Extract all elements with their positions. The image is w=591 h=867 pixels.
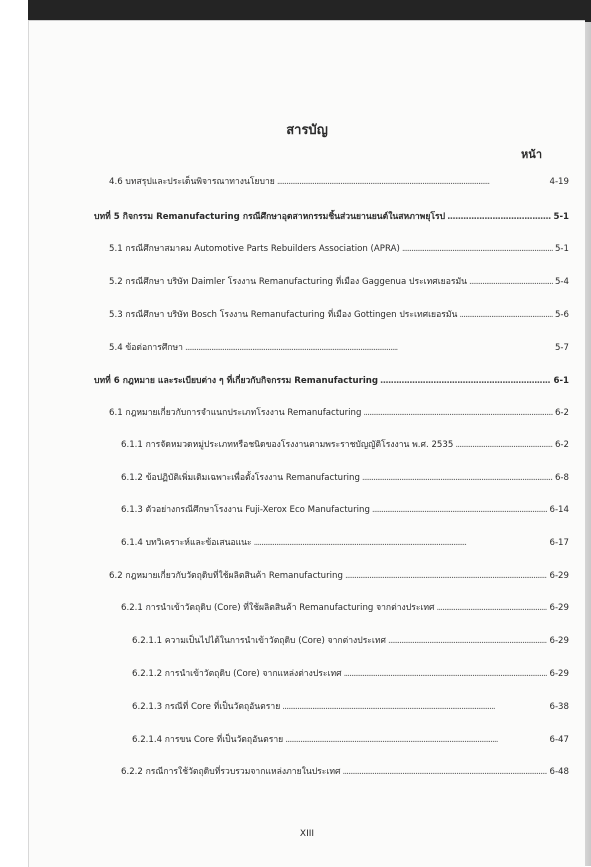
dot-leader bbox=[380, 376, 551, 386]
toc-entry-title: 6.2.1.1 ความเป็นไปได้ในการนำเข้าวัตถุดิบ (Core) จากต่างประเทศ bbox=[132, 636, 386, 646]
toc-entry bbox=[29, 340, 585, 354]
dot-leader bbox=[344, 669, 548, 679]
toc-entry-title: 5.3 กรณีศึกษา บริษัท Bosch โรงงาน Remanufacturing ที่เมือง Gottingen ประเทศเยอรมัน bbox=[109, 310, 458, 320]
toc-entry bbox=[29, 699, 585, 713]
toc-entry-page: 6-29 bbox=[549, 571, 569, 581]
toc-entry bbox=[29, 732, 585, 746]
toc-page bbox=[28, 20, 585, 867]
dot-leader bbox=[447, 212, 551, 222]
toc-entry bbox=[29, 241, 585, 255]
dot-leader bbox=[342, 767, 547, 777]
toc-entry-title: 5.2 กรณีศึกษา บริษัท Daimler โรงงาน Remanufacturing ที่เมือง Gaggenua ประเทศเยอรมัน bbox=[109, 277, 468, 287]
toc-entry-page: 5-1 bbox=[553, 212, 569, 222]
toc-entry bbox=[29, 633, 585, 647]
toc-entry-title: 6.2.1 การนำเข้าวัตถุดิบ (Core) ที่ใช้ผลิตสินค้า Remanufacturing จากต่างประเทศ bbox=[121, 603, 435, 613]
toc-entry bbox=[29, 174, 585, 188]
toc-entry-page: 5-7 bbox=[554, 343, 569, 353]
toc-entry-title: บทที่ 5 กิจกรรม Remanufacturing กรณีศึกษาอุตสาหกรรมชิ้นส่วนยานยนต์ในสหภาพยุโรป bbox=[94, 212, 446, 222]
toc-entry-title: บทที่ 6 กฎหมาย และระเบียบต่าง ๆ ที่เกี่ยวกับกิจกรรม Remanufacturing bbox=[94, 376, 379, 386]
dot-leader bbox=[372, 505, 548, 515]
dot-leader bbox=[362, 473, 553, 483]
toc-entry-title: 4.6 บทสรุปและประเด็นพิจารณาทางนโยบาย bbox=[109, 177, 275, 187]
dot-leader bbox=[455, 440, 553, 450]
dot-leader bbox=[469, 277, 553, 287]
page-column-label: หน้า bbox=[521, 148, 542, 161]
toc-entry bbox=[29, 535, 585, 549]
toc-entry-page: 6-38 bbox=[549, 702, 569, 712]
toc-entry-title: 6.1.4 บทวิเคราะห์และข้อเสนอแนะ bbox=[121, 538, 252, 548]
toc-entry-title: 6.1 กฎหมายเกี่ยวกับการจำแนกประเภทโรงงาน Remanufacturing bbox=[109, 408, 362, 418]
toc-entry-page: 6-29 bbox=[549, 603, 569, 613]
toc-entry-page: 6-29 bbox=[549, 669, 569, 679]
toc-entry-page: 5-4 bbox=[554, 277, 569, 287]
toc-entry-page: 6-8 bbox=[554, 473, 569, 483]
toc-entry-title: 6.2.1.3 กรณีที่ Core ที่เป็นวัตถุอันตราย bbox=[132, 702, 281, 712]
toc-entry-title: 6.1.2 ข้อปฏิบัติเพิ่มเติมเฉพาะเพื่อตั้งโรงงาน Remanufacturing bbox=[121, 473, 360, 483]
toc-entry bbox=[29, 437, 585, 451]
dot-leader bbox=[254, 538, 548, 548]
toc-entry-page: 6-47 bbox=[549, 735, 569, 745]
toc-entry bbox=[29, 764, 585, 778]
footer-page-number: XIII bbox=[299, 829, 315, 839]
dot-leader bbox=[285, 735, 547, 745]
dot-leader bbox=[363, 408, 553, 418]
dot-leader bbox=[345, 571, 548, 581]
toc-chapter-entry bbox=[29, 373, 585, 387]
toc-entry-page: 6-2 bbox=[554, 408, 569, 418]
toc-entry-page: 4-19 bbox=[549, 177, 569, 187]
toc-entry-title: 6.2.1.2 การนำเข้าวัตถุดิบ (Core) จากแหล่งต่างประเทศ bbox=[132, 669, 342, 679]
toc-chapter-entry bbox=[29, 209, 585, 223]
toc-entry bbox=[29, 666, 585, 680]
toc-entry bbox=[29, 307, 585, 321]
toc-entry bbox=[29, 274, 585, 288]
toc-entry-page: 6-14 bbox=[549, 505, 569, 515]
toc-entry bbox=[29, 502, 585, 516]
toc-entry-page: 5-6 bbox=[554, 310, 569, 320]
toc-entry-title: 6.1.3 ตัวอย่างกรณีศึกษาโรงงาน Fuji-Xerox Eco Manufacturing bbox=[121, 505, 370, 515]
toc-entry-title: 5.4 ข้อต่อการศึกษา bbox=[109, 343, 183, 353]
toc-entry bbox=[29, 600, 585, 614]
toc-entry-page: 6-2 bbox=[554, 440, 569, 450]
toc-entry-page: 6-29 bbox=[549, 636, 569, 646]
dot-leader bbox=[437, 603, 548, 613]
toc-entry-title: 6.2 กฎหมายเกี่ยวกับวัตถุดิบที่ใช้ผลิตสินค้า Remanufacturing bbox=[109, 571, 343, 581]
page-title: สารบัญ bbox=[286, 123, 328, 138]
toc-entry-page: 6-17 bbox=[549, 538, 569, 548]
toc-entry bbox=[29, 568, 585, 582]
dot-leader bbox=[388, 636, 548, 646]
dot-leader bbox=[277, 177, 548, 187]
dot-leader bbox=[282, 702, 547, 712]
toc-entry-page: 5-1 bbox=[554, 244, 569, 254]
toc-entry bbox=[29, 470, 585, 484]
toc-entry-page: 6-1 bbox=[553, 376, 569, 386]
dot-leader bbox=[459, 310, 553, 320]
toc-entry-title: 6.2.1.4 การขน Core ที่เป็นวัตถุอันตราย bbox=[132, 735, 284, 745]
dot-leader bbox=[402, 244, 553, 254]
dot-leader bbox=[185, 343, 553, 353]
toc-entry-title: 6.1.1 การจัดหมวดหมู่ประเภทหรือชนิดของโรงงานตามพระราชบัญญัติโรงงาน พ.ศ. 2535 bbox=[121, 440, 454, 450]
toc-entry-title: 6.2.2 กรณีการใช้วัตถุดิบที่รวบรวมจากแหล่งภายในประเทศ bbox=[121, 767, 341, 777]
toc-entry bbox=[29, 405, 585, 419]
toc-entry-title: 5.1 กรณีศึกษาสมาคม Automotive Parts Rebuilders Association (APRA) bbox=[109, 244, 400, 254]
toc-entry-page: 6-48 bbox=[549, 767, 569, 777]
